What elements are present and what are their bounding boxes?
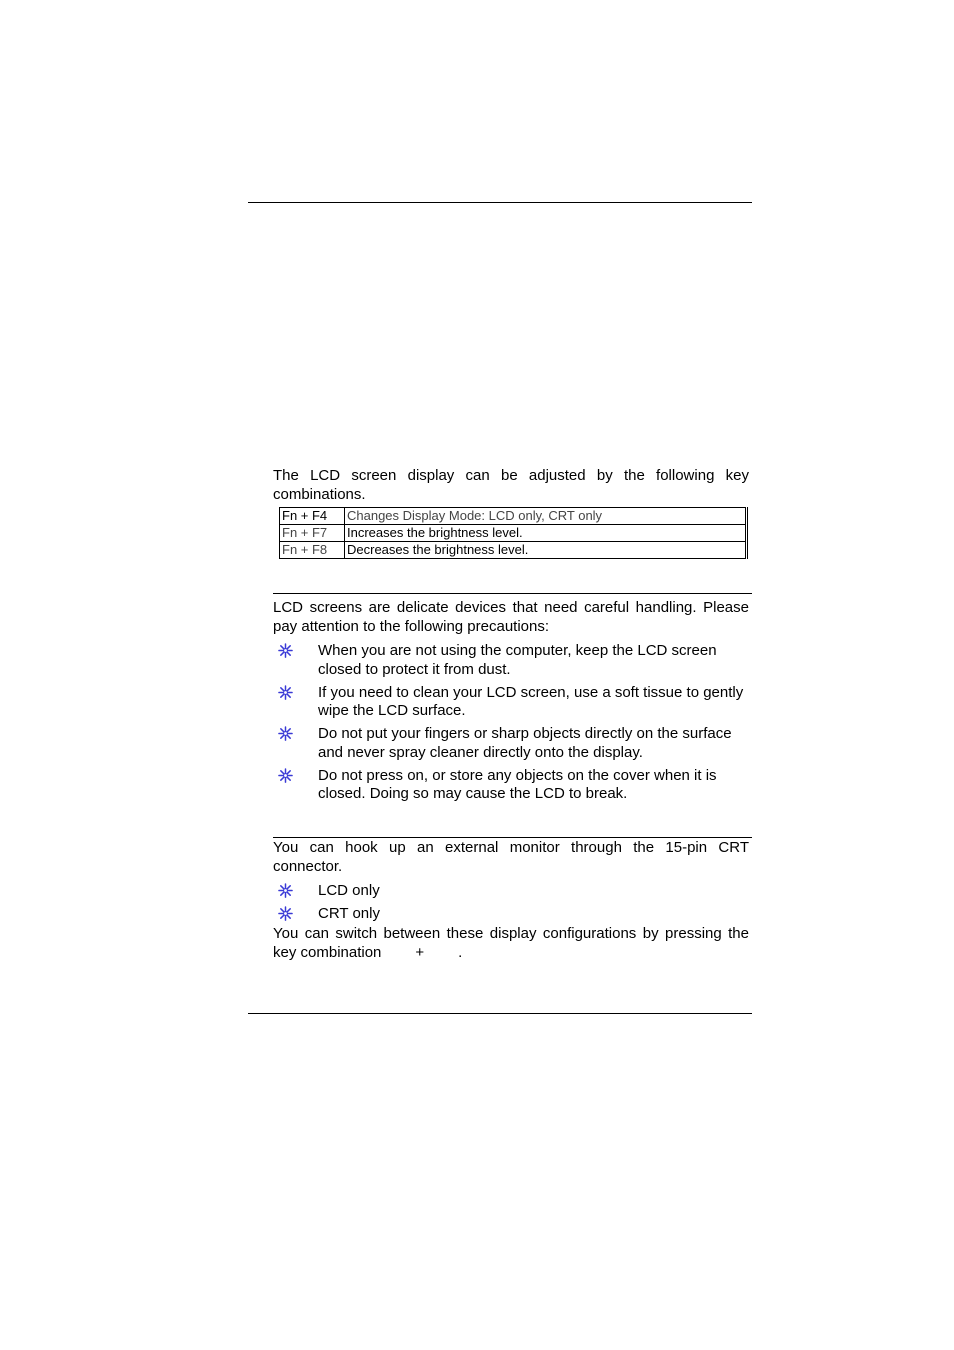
snowflake-bullet-icon <box>278 726 293 741</box>
switch-instructions <box>273 925 749 962</box>
precaution-text: Do not press on, or store any objects on the cover when it is closed. Doing so may cause the LCD to break. <box>318 766 717 802</box>
section-rule-external <box>273 837 752 838</box>
table-row <box>280 525 747 542</box>
brightness-intro: The LCD screen display can be adjusted by the following key combinations. <box>273 467 749 503</box>
key-description: Changes Display Mode: LCD only, CRT only <box>345 508 747 525</box>
key-combo: Fn + F8 <box>280 542 345 559</box>
sentence-period: . <box>458 943 463 961</box>
footer-rule <box>248 1013 752 1014</box>
list-item <box>278 882 750 901</box>
external-intro: You can hook up an external monitor through the 15-pin CRT connector. <box>273 839 749 875</box>
snowflake-bullet-icon <box>278 643 293 658</box>
key-combo: Fn + F4 <box>280 508 345 525</box>
table-row <box>280 508 747 525</box>
display-mode-text: CRT only <box>318 905 380 922</box>
list-item <box>278 725 750 762</box>
care-intro: LCD screens are delicate devices that need careful handling. Please pay attention to the following precautions: <box>273 599 749 635</box>
list-item <box>278 684 750 721</box>
switch-text: You can switch between these display configurations by pressing the key combination <box>273 925 749 961</box>
key-combo: Fn + F7 <box>280 525 345 542</box>
precaution-text: Do not put your fingers or sharp objects directly on the surface and never spray cleaner directly onto the display. <box>318 725 732 761</box>
brightness-key-table <box>279 507 748 559</box>
snowflake-bullet-icon <box>278 883 293 898</box>
snowflake-bullet-icon <box>278 768 293 783</box>
precaution-text: When you are not using the computer, keep the LCD screen closed to protect it from dust. <box>318 642 717 678</box>
list-item <box>278 767 750 804</box>
precaution-text: If you need to clean your LCD screen, use a soft tissue to gently wipe the LCD surface. <box>318 683 744 719</box>
display-mode-text: LCD only <box>318 882 380 899</box>
list-item <box>278 642 750 679</box>
header-rule <box>248 202 752 203</box>
key-description: Decreases the brightness level. <box>345 542 747 559</box>
snowflake-bullet-icon <box>278 906 293 921</box>
table-row <box>280 542 747 559</box>
list-item <box>278 905 750 924</box>
key-description: Increases the brightness level. <box>345 525 747 542</box>
display-mode-list <box>278 882 750 928</box>
section-rule-care <box>273 593 752 594</box>
plus-sign: + <box>415 943 425 961</box>
snowflake-bullet-icon <box>278 685 293 700</box>
care-precautions-list <box>278 642 750 808</box>
